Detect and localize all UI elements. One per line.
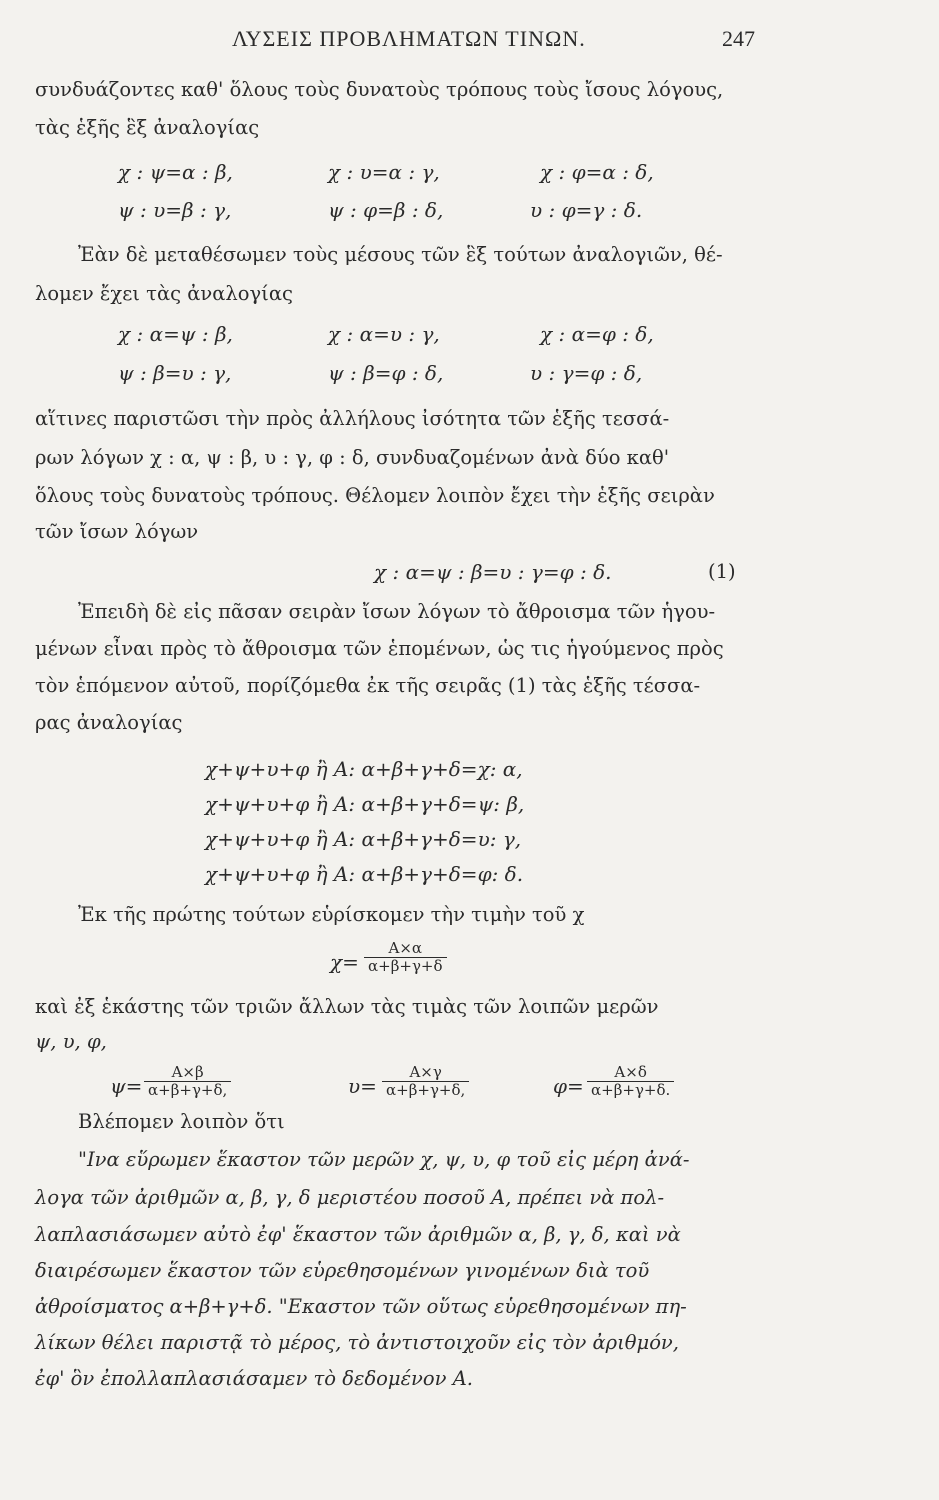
- equation: χ : α=ψ : β=υ : γ=φ : δ.: [374, 560, 612, 584]
- equation: ψ : φ=β : δ,: [328, 198, 444, 222]
- text-line: Ἐὰν δὲ μεταθέσωμεν τοὺς μέσους τῶν ἓξ τούτων ἀναλογιῶν, θέ-: [78, 243, 723, 266]
- fraction-denominator: α+β+γ+δ: [364, 957, 447, 975]
- text-line: αἵτινες παριστῶσι τὴν πρὸς ἀλλήλους ἰσότητα τῶν ἑξῆς τεσσά-: [35, 407, 670, 430]
- fraction-numerator: Α×γ: [409, 1063, 442, 1081]
- italic-line: διαιρέσωμεν ἕκαστον τῶν εὑρεθησομένων γινομένων διὰ τοῦ: [35, 1259, 650, 1282]
- fraction: [382, 1064, 469, 1099]
- equation: χ+ψ+υ+φ ἢ Α: α+β+γ+δ=χ: α,: [205, 757, 523, 781]
- equation: χ : υ=α : γ,: [328, 160, 440, 184]
- equation: χ : ψ=α : β,: [118, 160, 233, 184]
- fraction-numerator: Α×β: [171, 1063, 204, 1081]
- text-line: Βλέπομεν λοιπὸν ὅτι: [78, 1110, 285, 1133]
- fraction: [144, 1064, 231, 1099]
- text-line: καὶ ἐξ ἑκάστης τῶν τριῶν ἄλλων τὰς τιμὰς τῶν λοιπῶν μερῶν: [35, 995, 659, 1018]
- text-line: λομεν ἔχει τὰς ἀναλογίας: [35, 282, 293, 305]
- italic-line: ἀθροίσματος α+β+γ+δ. "Εκαστον τῶν οὕτως εὑρεθησομένων πη-: [35, 1295, 687, 1318]
- italic-line: λογα τῶν ἀριθμῶν α, β, γ, δ μεριστέου ποσοῦ Α, πρέπει νὰ πολ-: [35, 1186, 665, 1209]
- fraction-label: χ=: [330, 950, 359, 974]
- equation: ψ : υ=β : γ,: [118, 198, 232, 222]
- text-line: ρας ἀναλογίας: [35, 711, 183, 734]
- equation: χ+ψ+υ+φ ἢ Α: α+β+γ+δ=υ: γ,: [205, 827, 522, 851]
- italic-line: λαπλασιάσωμεν αὐτὸ ἐφ' ἕκαστον τῶν ἀριθμῶν α, β, γ, δ, καὶ νὰ: [35, 1223, 681, 1246]
- text-line: συνδυάζοντες καθ' ὅλους τοὺς δυνατοὺς τρόπους τοὺς ἴσους λόγους,: [35, 78, 724, 101]
- equation: χ : α=φ : δ,: [540, 322, 654, 346]
- text-line: τὸν ἑπόμενον αὐτοῦ, πορίζόμεθα ἐκ τῆς σειρᾶς (1) τὰς ἑξῆς τέσσα-: [35, 674, 701, 697]
- page-number: 247: [722, 26, 755, 51]
- running-header: [0, 26, 939, 56]
- italic-line: λίκων θέλει παριστᾷ τὸ μέρος, τὸ ἀντιστοιχοῦν εἰς τὸν ἀριθμόν,: [35, 1331, 679, 1354]
- text-line: τὰς ἑξῆς ἓξ ἀναλογίας: [35, 116, 260, 139]
- fraction-denominator: α+β+γ+δ,: [144, 1081, 231, 1099]
- fraction: [364, 940, 447, 975]
- equation: χ+ψ+υ+φ ἢ Α: α+β+γ+δ=φ: δ.: [205, 862, 524, 886]
- fraction-denominator: α+β+γ+δ,: [382, 1081, 469, 1099]
- equation: ψ : β=φ : δ,: [328, 361, 444, 385]
- equation: ψ : β=υ : γ,: [118, 361, 232, 385]
- fraction: [587, 1064, 674, 1099]
- fraction-denominator: α+β+γ+δ.: [587, 1081, 674, 1099]
- fraction-numerator: Α×α: [388, 939, 423, 957]
- equation: χ : φ=α : δ,: [540, 160, 654, 184]
- fraction-numerator: Α×δ: [614, 1063, 647, 1081]
- text-line: Ἐπειδὴ δὲ εἰς πᾶσαν σειρὰν ἴσων λόγων τὸ ἄθροισμα τῶν ἡγου-: [78, 600, 716, 623]
- italic-line: "Ινα εὕρωμεν ἕκαστον τῶν μερῶν χ, ψ, υ, φ τοῦ εἰς μέρη ἀνά-: [78, 1148, 690, 1171]
- equation: χ : α=ψ : β,: [118, 322, 233, 346]
- equation: χ+ψ+υ+φ ἢ Α: α+β+γ+δ=ψ: β,: [205, 792, 525, 816]
- text-line: ὅλους τοὺς δυνατοὺς τρόπους. Θέλομεν λοιπὸν ἔχει τὴν ἑξῆς σειρὰν: [35, 484, 715, 507]
- fraction-label: υ=: [348, 1074, 377, 1098]
- equation: υ : γ=φ : δ,: [530, 361, 643, 385]
- equation: υ : φ=γ : δ.: [530, 198, 643, 222]
- equation-number: (1): [708, 560, 736, 583]
- italic-line: ἐφ' ὃν ἐπολλαπλασιάσαμεν τὸ δεδομένον Α.: [35, 1367, 473, 1390]
- running-title: ΛΥΣΕΙΣ ΠΡΟΒΛΗΜΑΤΩΝ ΤΙΝΩΝ.: [232, 26, 586, 51]
- text-line: τῶν ἴσων λόγων: [35, 520, 199, 543]
- text-line: Ἐκ τῆς πρώτης τούτων εὑρίσκομεν τὴν τιμὴν τοῦ χ: [78, 903, 585, 926]
- text-line: ψ, υ, φ,: [35, 1030, 107, 1053]
- fraction-label: ψ=: [110, 1074, 143, 1098]
- text-line: μένων εἶναι πρὸς τὸ ἄθροισμα τῶν ἑπομένων, ὡς τις ἡγούμενος πρὸς: [35, 637, 724, 660]
- fraction-label: φ=: [553, 1074, 584, 1098]
- equation: χ : α=υ : γ,: [328, 322, 440, 346]
- text-line: ρων λόγων χ : α, ψ : β, υ : γ, φ : δ, συνδυαζομένων ἀνὰ δύο καθ': [35, 446, 670, 469]
